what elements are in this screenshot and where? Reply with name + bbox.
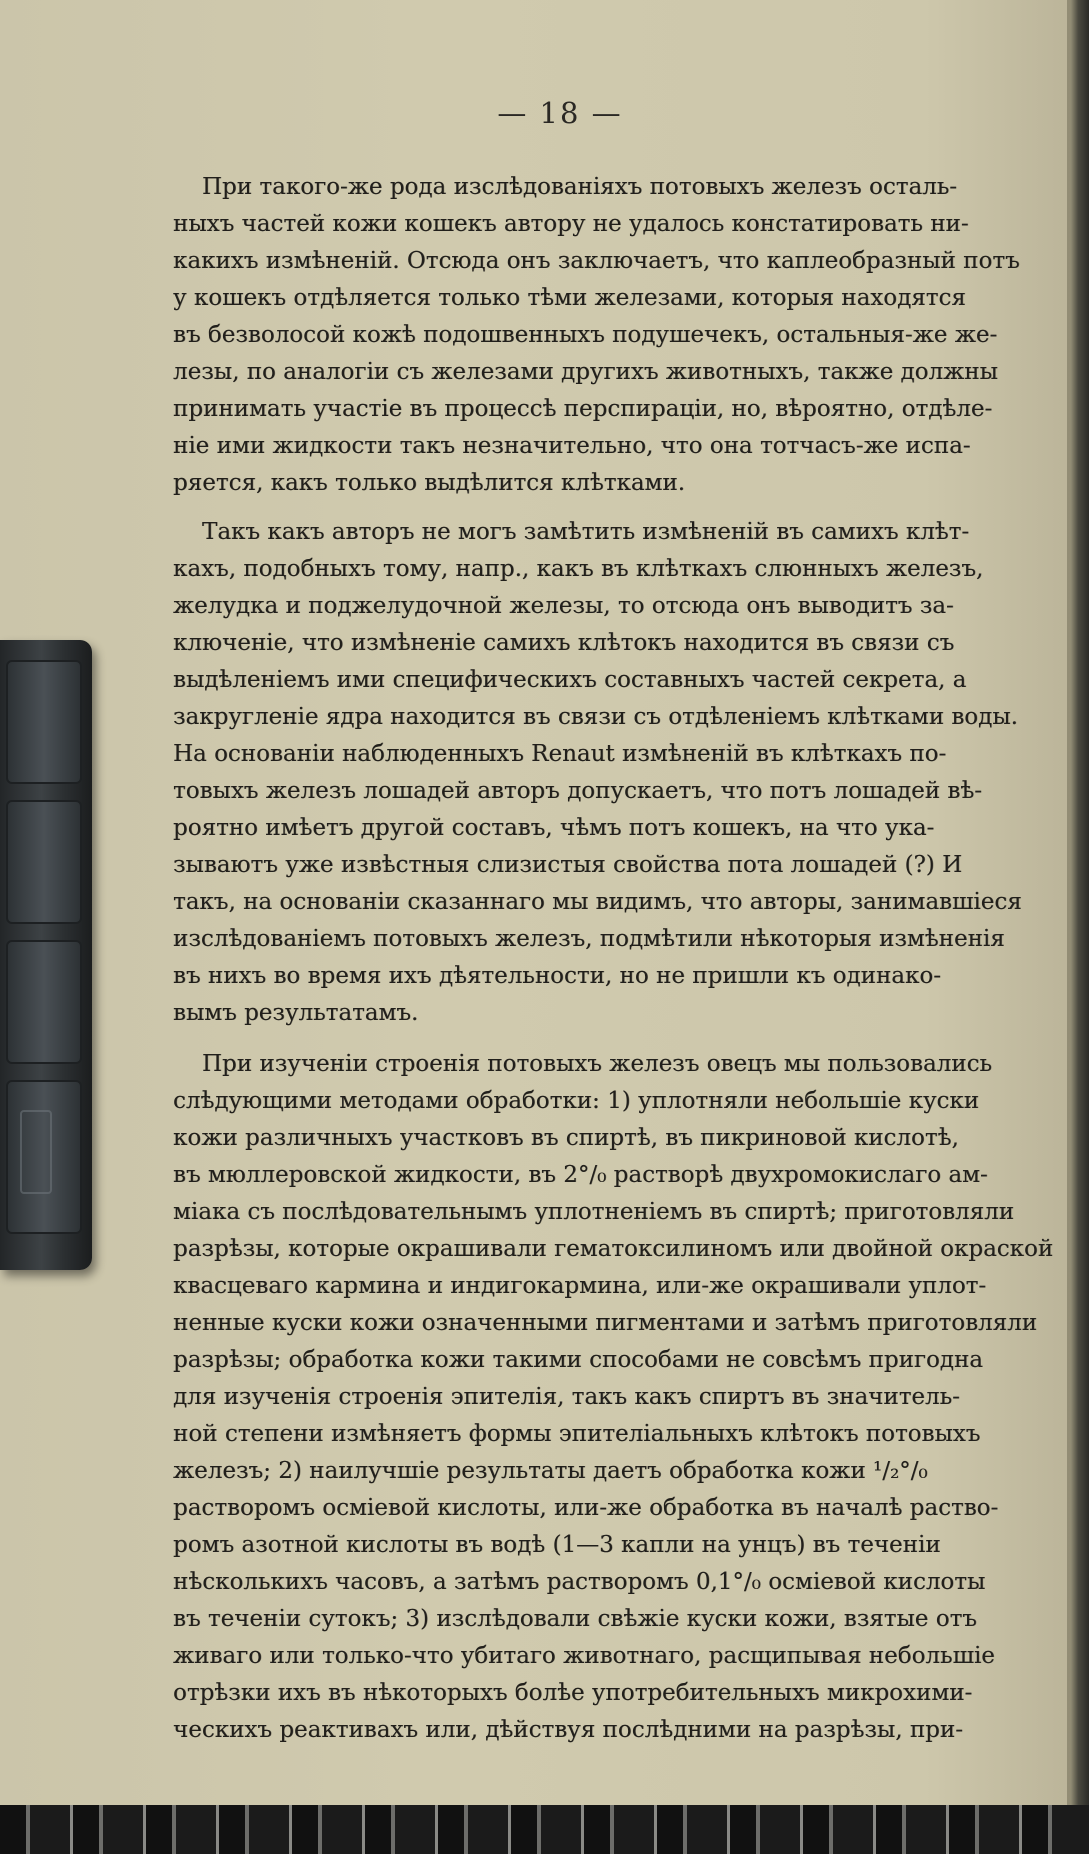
text-line: слѣдующими методами обработки: 1) уплотняли небольшіе куски	[173, 1088, 980, 1114]
text-line: вымъ результатамъ.	[173, 1000, 419, 1026]
text-line: растворомъ осміевой кислоты, или-же обработка въ началѣ раство-	[173, 1495, 999, 1521]
text-line: въ безволосой кожѣ подошвенныхъ подушечекъ, остальныя-же же-	[173, 322, 998, 348]
text-line: разрѣзы; обработка кожи такими способами не совсѣмъ пригодна	[173, 1347, 983, 1373]
text-line: ключеніе, что измѣненіе самихъ клѣтокъ находится въ связи съ	[173, 630, 955, 656]
text-line: кожи различныхъ участковъ въ спиртѣ, въ пикриновой кислотѣ,	[173, 1125, 959, 1151]
text-line: Такъ какъ авторъ не могъ замѣтить измѣненій въ самихъ клѣт-	[202, 519, 970, 545]
book-spine-mark	[20, 1110, 52, 1194]
text-line: ной степени измѣняетъ формы эпителіальныхъ клѣтокъ потовыхъ	[173, 1421, 981, 1447]
text-line: у кошекъ отдѣляется только тѣми железами, которыя находятся	[173, 285, 966, 311]
text-line: При изученіи строенія потовыхъ железъ овецъ мы пользовались	[202, 1051, 993, 1077]
book-spine-edge	[1071, 0, 1089, 1854]
text-line: живаго или только-что убитаго животнаго, расщипывая небольшіе	[173, 1643, 995, 1669]
text-line: какихъ измѣненій. Отсюда онъ заключаетъ, что каплеобразный потъ	[173, 248, 1020, 274]
text-line: При такого-же рода изслѣдованіяхъ потовыхъ железъ осталь-	[202, 174, 958, 200]
text-line: На основаніи наблюденныхъ Renaut измѣненій въ клѣткахъ по-	[173, 741, 947, 767]
page-number: — 18 —	[497, 96, 623, 130]
text-line: отрѣзки ихъ въ нѣкоторыхъ болѣе употребительныхъ микрохими-	[173, 1680, 973, 1706]
text-line: кахъ, подобныхъ тому, напр., какъ въ клѣткахъ слюнныхъ железъ,	[173, 556, 984, 582]
text-line: въ мюллеровской жидкости, въ 2°/₀ растворѣ двухромокислаго ам-	[173, 1162, 988, 1188]
text-line: нѣсколькихъ часовъ, а затѣмъ растворомъ 0,1°/₀ осміевой кислоты	[173, 1569, 986, 1595]
text-line: закругленіе ядра находится въ связи съ отдѣленіемъ клѣтками воды.	[173, 704, 1018, 730]
text-line: ніе ими жидкости такъ незначительно, что она тотчасъ-же испа-	[173, 433, 971, 459]
book-band	[6, 660, 82, 784]
body-text	[173, 174, 1072, 1801]
book-weight-object	[0, 640, 92, 1270]
text-line: въ нихъ во время ихъ дѣятельности, но не пришли къ одинако-	[173, 963, 942, 989]
text-line: міака съ послѣдовательнымъ уплотненіемъ въ спиртѣ; приготовляли	[173, 1199, 1015, 1225]
text-line: роятно имѣетъ другой составъ, чѣмъ потъ кошекъ, на что ука-	[173, 815, 935, 841]
text-line: для изученія строенія эпителія, такъ какъ спиртъ въ значитель-	[173, 1384, 960, 1410]
text-line: товыхъ железъ лошадей авторъ допускаетъ, что потъ лошадей вѣ-	[173, 778, 983, 804]
text-line: ромъ азотной кислоты въ водѣ (1—3 капли на унцъ) въ теченіи	[173, 1532, 941, 1558]
text-line: принимать участіе въ процессѣ перспираціи, но, вѣроятно, отдѣле-	[173, 396, 993, 422]
bottom-scan-edge	[0, 1805, 1089, 1854]
text-line: въ теченіи сутокъ; 3) изслѣдовали свѣжіе куски кожи, взятые отъ	[173, 1606, 977, 1632]
text-line: такъ, на основаніи сказаннаго мы видимъ, что авторы, занимавшіеся	[173, 889, 1022, 915]
text-line: изслѣдованіемъ потовыхъ железъ, подмѣтили нѣкоторыя измѣненія	[173, 926, 1005, 952]
text-line: выдѣленіемъ ими специфическихъ составныхъ частей секрета, а	[173, 667, 967, 693]
text-line: лезы, по аналогіи съ железами другихъ животныхъ, также должны	[173, 359, 998, 385]
text-line: ческихъ реактивахъ или, дѣйствуя послѣдними на разрѣзы, при-	[173, 1717, 963, 1743]
book-band	[6, 940, 82, 1064]
text-line: ныхъ частей кожи кошекъ автору не удалось констатировать ни-	[173, 211, 969, 237]
text-line: ряется, какъ только выдѣлится клѣтками.	[173, 470, 686, 496]
text-line: ненные куски кожи означенными пигментами и затѣмъ приготовляли	[173, 1310, 1038, 1336]
text-line: разрѣзы, которые окрашивали гематоксилиномъ или двойной окраской	[173, 1236, 1054, 1262]
text-line: железъ; 2) наилучшіе результаты даетъ обработка кожи ¹/₂°/₀	[173, 1458, 928, 1484]
text-line: зываютъ уже извѣстныя слизистыя свойства пота лошадей (?) И	[173, 852, 963, 878]
text-line: желудка и поджелудочной железы, то отсюда онъ выводитъ за-	[173, 593, 954, 619]
book-band	[6, 800, 82, 924]
text-line: квасцеваго кармина и индигокармина, или-же окрашивали уплот-	[173, 1273, 987, 1299]
